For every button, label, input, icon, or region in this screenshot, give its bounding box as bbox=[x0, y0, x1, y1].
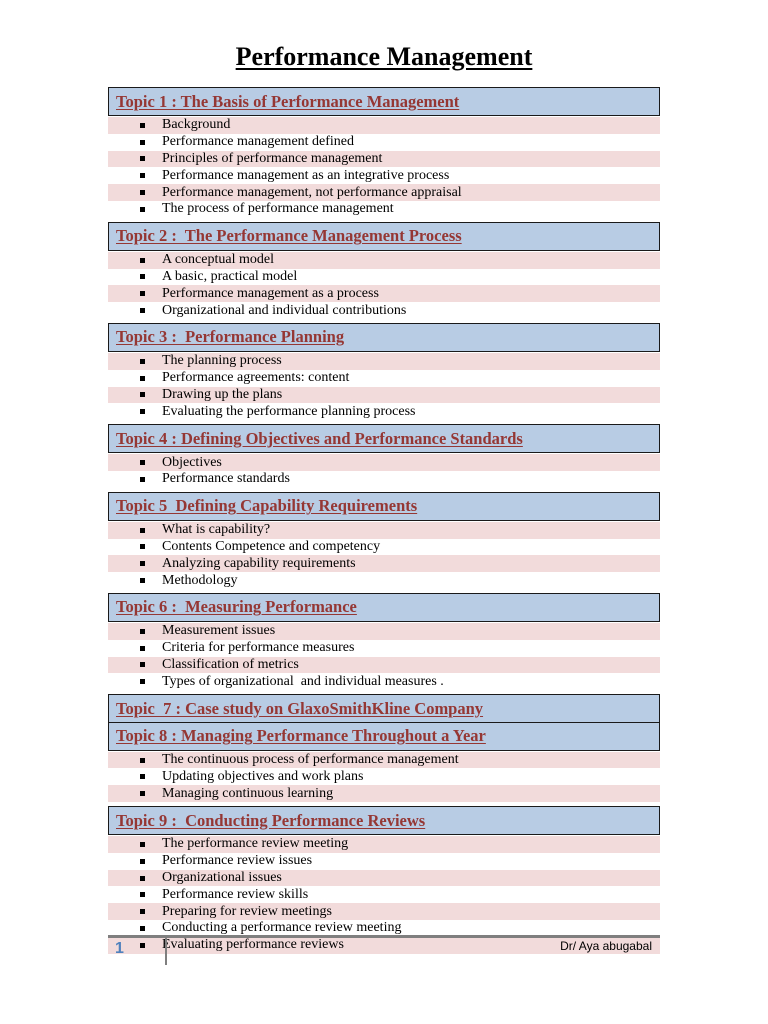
square-bullet-icon bbox=[140, 291, 145, 296]
topic-item-list bbox=[108, 252, 660, 319]
list-item bbox=[108, 853, 660, 870]
topic-section bbox=[108, 424, 660, 488]
list-item bbox=[108, 285, 660, 302]
square-bullet-icon bbox=[140, 646, 145, 651]
square-bullet-icon bbox=[140, 376, 145, 381]
list-item bbox=[108, 657, 660, 674]
list-item bbox=[108, 539, 660, 556]
topic-item-list bbox=[108, 454, 660, 488]
square-bullet-icon bbox=[140, 662, 145, 667]
topic-section bbox=[108, 593, 660, 690]
topic-header bbox=[108, 323, 660, 352]
topic-section bbox=[108, 222, 660, 319]
list-item bbox=[108, 353, 660, 370]
list-item bbox=[108, 403, 660, 420]
topic-section bbox=[108, 87, 660, 218]
list-item-text: The continuous process of performance management bbox=[162, 752, 459, 768]
topic-item-list bbox=[108, 623, 660, 690]
square-bullet-icon bbox=[140, 876, 145, 881]
topic-header bbox=[108, 222, 660, 251]
square-bullet-icon bbox=[140, 258, 145, 263]
square-bullet-icon bbox=[140, 308, 145, 313]
square-bullet-icon bbox=[140, 460, 145, 465]
square-bullet-icon bbox=[140, 926, 145, 931]
square-bullet-icon bbox=[140, 477, 145, 482]
list-item-text: Methodology bbox=[162, 572, 238, 588]
topic-title: Topic 4 : Defining Objectives and Performance Standards bbox=[116, 428, 523, 448]
list-item bbox=[108, 252, 660, 269]
topic-title: Topic 2 : The Performance Management Process bbox=[116, 226, 462, 246]
list-item bbox=[108, 117, 660, 134]
square-bullet-icon bbox=[140, 909, 145, 914]
list-item-text: Performance standards bbox=[162, 471, 290, 487]
topic-list bbox=[108, 87, 660, 958]
list-item-text: Performance management as a process bbox=[162, 285, 379, 301]
list-item bbox=[108, 471, 660, 488]
square-bullet-icon bbox=[140, 561, 145, 566]
square-bullet-icon bbox=[140, 943, 145, 948]
topic-section bbox=[108, 694, 660, 723]
list-item bbox=[108, 673, 660, 690]
list-item bbox=[108, 370, 660, 387]
square-bullet-icon bbox=[140, 892, 145, 897]
topic-header bbox=[108, 722, 660, 751]
list-item-text: Managing continuous learning bbox=[162, 785, 334, 801]
square-bullet-icon bbox=[140, 392, 145, 397]
square-bullet-icon bbox=[140, 791, 145, 796]
list-item-text: A conceptual model bbox=[162, 252, 274, 268]
topic-item-list bbox=[108, 353, 660, 420]
square-bullet-icon bbox=[140, 774, 145, 779]
topic-title: Topic 1 : The Basis of Performance Management bbox=[116, 91, 460, 111]
list-item-text: The performance review meeting bbox=[162, 836, 349, 852]
list-item bbox=[108, 522, 660, 539]
topic-title: Topic 9 : Conducting Performance Reviews bbox=[116, 810, 426, 830]
topic-header bbox=[108, 806, 660, 835]
list-item bbox=[108, 886, 660, 903]
topic-title: Topic 8 : Managing Performance Throughout a Year bbox=[116, 726, 486, 746]
square-bullet-icon bbox=[140, 578, 145, 583]
list-item-text: Evaluating the performance planning process bbox=[162, 403, 416, 419]
square-bullet-icon bbox=[140, 207, 145, 212]
list-item-text: Conducting a performance review meeting bbox=[162, 920, 402, 936]
topic-item-list bbox=[108, 752, 660, 802]
topic-header bbox=[108, 492, 660, 521]
square-bullet-icon bbox=[140, 190, 145, 195]
list-item bbox=[108, 269, 660, 286]
list-item bbox=[108, 768, 660, 785]
list-item-text: Organizational and individual contributions bbox=[162, 302, 407, 318]
list-item-text: Classification of metrics bbox=[162, 656, 299, 672]
list-item bbox=[108, 555, 660, 572]
topic-title: Topic 5 Defining Capability Requirements bbox=[116, 496, 418, 516]
list-item-text: Organizational issues bbox=[162, 870, 282, 885]
list-item-text: Contents Competence and competency bbox=[162, 538, 381, 554]
list-item-text: Performance management defined bbox=[162, 134, 355, 150]
page-number: 1 bbox=[115, 940, 124, 957]
footer-divider bbox=[165, 937, 167, 965]
list-item bbox=[108, 903, 660, 920]
list-item-text: Principles of performance management bbox=[162, 150, 383, 166]
list-item bbox=[108, 201, 660, 218]
topic-header bbox=[108, 593, 660, 622]
square-bullet-icon bbox=[140, 359, 145, 364]
topic-section bbox=[108, 806, 660, 954]
list-item-text: Background bbox=[162, 117, 231, 133]
footer-rule bbox=[108, 935, 660, 938]
list-item-text: The planning process bbox=[162, 353, 282, 369]
square-bullet-icon bbox=[140, 758, 145, 763]
list-item-text: Drawing up the plans bbox=[162, 386, 283, 402]
topic-item-list bbox=[108, 117, 660, 218]
list-item-text: Analyzing capability requirements bbox=[162, 555, 356, 571]
list-item-text: Objectives bbox=[162, 454, 222, 470]
square-bullet-icon bbox=[140, 842, 145, 847]
topic-title: Topic 7 : Case study on GlaxoSmithKline Company bbox=[116, 698, 484, 718]
topic-section bbox=[108, 492, 660, 589]
list-item-text: Performance management, not performance appraisal bbox=[162, 184, 462, 200]
topic-header bbox=[108, 424, 660, 453]
square-bullet-icon bbox=[140, 679, 145, 684]
list-item bbox=[108, 572, 660, 589]
author-name: Dr/ Aya abugabal bbox=[560, 939, 652, 953]
square-bullet-icon bbox=[140, 156, 145, 161]
list-item-text: What is capability? bbox=[162, 522, 271, 538]
list-item bbox=[108, 302, 660, 319]
list-item bbox=[108, 151, 660, 168]
page-title: Performance Management bbox=[235, 42, 533, 71]
list-item bbox=[108, 167, 660, 184]
list-item-text: Preparing for review meetings bbox=[162, 903, 332, 919]
list-item bbox=[108, 836, 660, 853]
list-item bbox=[108, 454, 660, 471]
list-item-text: Performance review skills bbox=[162, 886, 309, 902]
list-item-text: Measurement issues bbox=[162, 623, 276, 639]
list-item-text: Evaluating performance reviews bbox=[162, 937, 344, 953]
square-bullet-icon bbox=[140, 140, 145, 145]
list-item bbox=[108, 134, 660, 151]
topic-title: Topic 3 : Performance Planning bbox=[116, 327, 345, 347]
list-item bbox=[108, 785, 660, 802]
square-bullet-icon bbox=[140, 544, 145, 549]
list-item-text: Performance review issues bbox=[162, 853, 313, 869]
list-item-text: Performance agreements: content bbox=[162, 370, 350, 386]
list-item bbox=[108, 752, 660, 769]
topic-section bbox=[108, 722, 660, 802]
list-item bbox=[108, 870, 660, 887]
list-item-text: A basic, practical model bbox=[162, 268, 298, 284]
list-item bbox=[108, 640, 660, 657]
square-bullet-icon bbox=[140, 409, 145, 414]
topic-header bbox=[108, 87, 660, 116]
list-item-text: Updating objectives and work plans bbox=[162, 768, 364, 784]
list-item bbox=[108, 184, 660, 201]
topic-title: Topic 6 : Measuring Performance bbox=[116, 597, 357, 617]
list-item-text: The process of performance management bbox=[162, 201, 394, 217]
topic-header bbox=[108, 694, 660, 723]
topic-section bbox=[108, 323, 660, 420]
topic-item-list bbox=[108, 522, 660, 589]
list-item bbox=[108, 387, 660, 404]
list-item-text: Types of organizational and individual measures . bbox=[162, 673, 444, 689]
list-item bbox=[108, 623, 660, 640]
list-item-text: Performance management as an integrative process bbox=[162, 167, 450, 183]
square-bullet-icon bbox=[140, 629, 145, 634]
square-bullet-icon bbox=[140, 274, 145, 279]
square-bullet-icon bbox=[140, 123, 145, 128]
list-item-text: Criteria for performance measures bbox=[162, 640, 355, 656]
square-bullet-icon bbox=[140, 528, 145, 533]
square-bullet-icon bbox=[140, 173, 145, 178]
square-bullet-icon bbox=[140, 859, 145, 864]
